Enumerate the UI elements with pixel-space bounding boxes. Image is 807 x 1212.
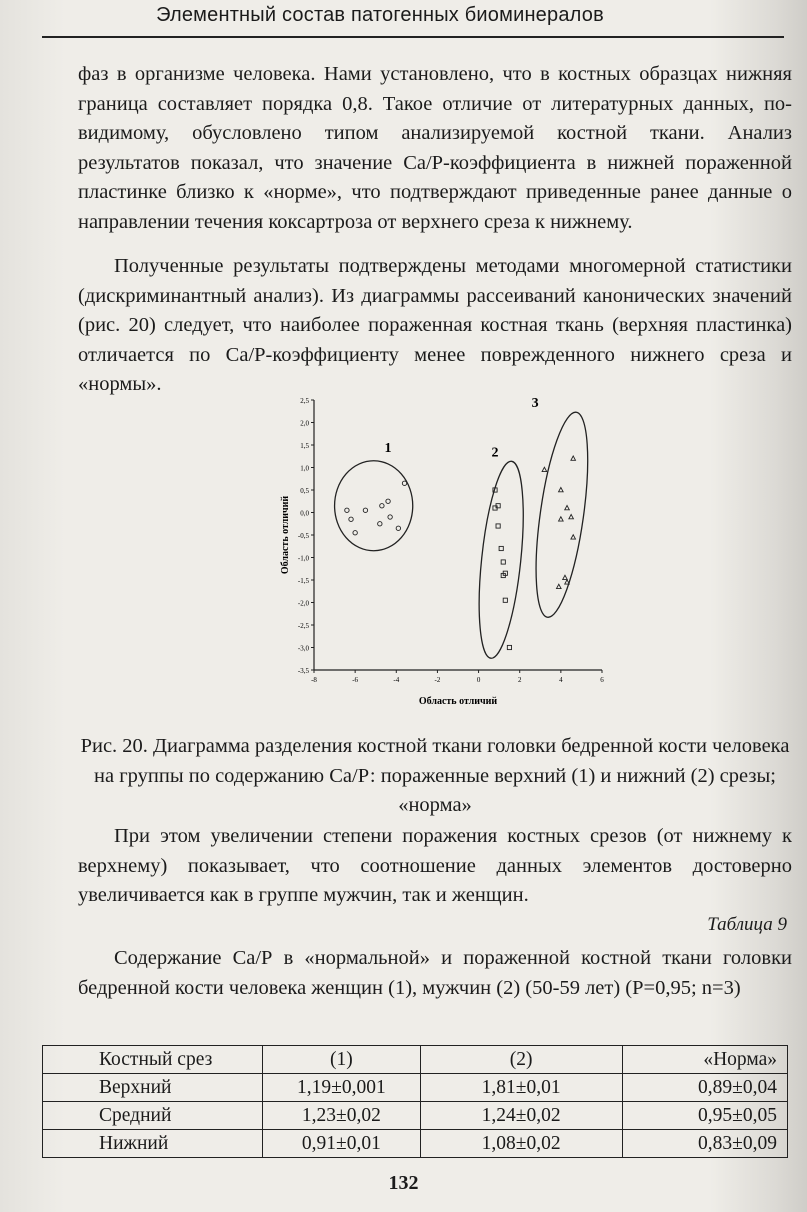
cluster-ellipses [335,409,598,660]
point-series-1 [349,517,353,521]
paragraph-2: Полученные результаты подтверждены методами многомерной статистики (дискриминантный анализ). Из диаграммы рассеиваний канонических значений (рис. 20) следует, что наиболее пораженная костная ткань (верхняя пластинка) отличается по Са/Р-коэффициенту менее поврежденного нижнего среза и «нормы». [78,255,792,395]
cluster-labels [385,396,539,461]
table-cell: 1,24±0,02 [420,1102,622,1130]
table-row [43,1074,788,1102]
point-series-1 [378,522,382,526]
x-tick-label: 2 [517,676,522,684]
table-cell: 0,91±0,01 [263,1130,421,1158]
y-tick-label: -2,5 [297,622,309,630]
table-row [43,1130,788,1158]
y-tick-label: 1,5 [300,442,309,450]
table-cell: 1,81±0,01 [420,1074,622,1102]
table-cell: 1,08±0,02 [420,1130,622,1158]
point-series-3 [559,517,564,521]
point-series-1 [363,508,367,512]
point-series-2 [507,645,511,649]
x-tick-label: 0 [476,676,481,684]
y-tick-label: 0,5 [300,487,309,495]
point-series-1 [402,481,406,485]
paragraph-3: При этом увеличении степени поражения костных срезов (от нижнему к верхнему) показывает, что соотношение данных элементов достоверно увеличивается как в группе мужчин, так и женщин. [78,825,792,906]
x-tick-label: -4 [393,676,400,684]
x-tick-label: -2 [434,676,441,684]
table-cell: Верхний [43,1074,263,1102]
table-cell: 1,23±0,02 [263,1102,421,1130]
paragraph-1: фаз в организме человека. Нами установлено, что в костных образцах нижняя граница составляет порядка 0,8. Такое отличие от литературных данных, по-видимому, обусловлено типом анализируемой костной ткани. Анализ результатов показал, что значение Са/Р-коэффициента в нижней пораженной пластинке близко к «норме», что подтверждают приведенные ранее данные о направлении течения коксартроза от верхнего среза к нижнему. [78,63,792,233]
x-ticks [311,670,604,684]
point-series-1 [353,531,357,535]
table-header-cell: (1) [263,1046,421,1074]
table-header-row [43,1046,788,1074]
table-cell: 0,83±0,09 [622,1130,787,1158]
y-tick-label: 1,0 [300,464,309,473]
y-tick-label: -3,5 [297,667,309,675]
x-axis-label: Область отличий [418,696,498,707]
point-series-3 [571,535,576,539]
table-label: Таблица 9 [707,914,787,935]
point-series-3 [557,584,562,588]
data-points [345,456,576,650]
table-row [43,1102,788,1130]
y-axis-label: Область отличий [280,495,291,575]
x-tick-label: 4 [559,676,563,684]
cluster-label-3: 3 [531,395,539,411]
y-tick-label: -3,0 [297,644,309,653]
point-series-3 [542,467,547,471]
scatter-chart [270,392,610,712]
point-series-1 [388,515,392,519]
cluster-label-1: 1 [384,440,392,456]
table-cell: 0,95±0,05 [622,1102,787,1130]
point-series-3 [565,580,570,584]
chart-axes [314,400,602,670]
table-cell: Нижний [43,1130,263,1158]
point-series-1 [386,499,390,503]
y-tick-label: -2,0 [297,599,309,608]
point-series-3 [565,506,570,510]
cluster-ellipse-3 [526,409,598,620]
point-series-1 [396,526,400,530]
table-cell: 0,89±0,04 [622,1074,787,1102]
x-tick-label: -8 [311,676,317,684]
y-tick-label: -1,0 [297,554,309,563]
y-tick-label: -0,5 [297,532,309,540]
point-series-1 [345,508,349,512]
y-ticks [298,397,314,675]
cluster-ellipse-1 [335,461,413,551]
point-series-2 [499,546,503,550]
cluster-label-2: 2 [491,445,499,461]
table-cell: Средний [43,1102,263,1130]
point-series-2 [503,598,507,602]
figure-caption: Рис. 20. Диаграмма разделения костной ткани головки бедренной кости человека на группы по содержанию Са/Р: пораженные верхний (1) и нижний (2) срезы; «норма» [80,735,790,816]
point-series-3 [559,488,564,492]
x-tick-label: -6 [352,676,359,684]
paragraph-4: Содержание Са/Р в «нормальной» и пораженной костной ткани головки бедренной кости человека женщин (1), мужчин (2) (50-59 лет) (P=0,95; n=3) [78,947,792,999]
header-rule [42,36,784,38]
point-series-3 [571,456,576,460]
y-tick-label: 2,5 [300,397,309,405]
data-table [42,1045,788,1158]
point-series-2 [501,560,505,564]
point-series-2 [496,524,500,528]
point-series-3 [563,575,568,579]
point-series-3 [569,515,574,519]
y-tick-label: 0,0 [300,509,309,518]
x-tick-label: 6 [600,676,604,684]
table-cell: 1,19±0,001 [263,1074,421,1102]
page-number: 132 [388,1172,419,1194]
y-tick-label: -1,5 [297,577,309,585]
table-header-cell: «Норма» [622,1046,787,1074]
point-series-1 [380,504,384,508]
table-header-cell: Костный срез [43,1046,263,1074]
table-header-cell: (2) [420,1046,622,1074]
running-title: Элементный состав патогенных биоминералов [156,4,604,26]
y-tick-label: 2,0 [300,419,309,428]
